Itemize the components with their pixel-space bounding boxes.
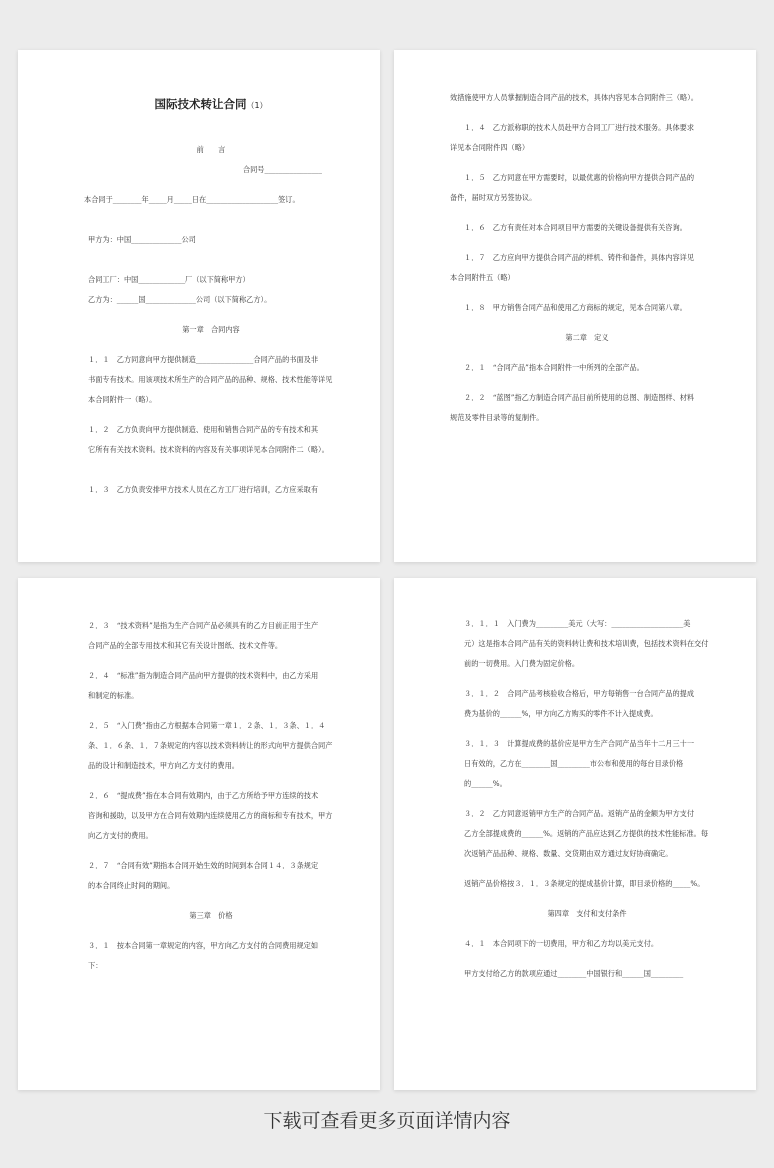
clause-text: ３．１ 按本合同第一章规定的内容，甲方向乙方支付的合同费用规定如 <box>88 941 319 950</box>
clause-text: ４．１ 本合同项下的一切费用，甲方和乙方均以美元支付。 <box>464 939 659 948</box>
clause-text: 前的一切费用。入门费为固定价格。 <box>464 659 580 668</box>
clause-text: ３．２ 乙方同意返销甲方生产的合同产品。返销产品的金额为甲方支付 <box>464 809 695 818</box>
clause-text: １．８ 甲方销售合同产品和使用乙方商标的规定，见本合同第八章。 <box>464 303 687 312</box>
clause-text: １．５ 乙方同意在甲方需要时，以最优惠的价格向甲方提供合同产品的 <box>464 173 695 182</box>
preface-heading: 前 言 <box>196 145 226 154</box>
party-a-line: 甲方为：中国______________公司 <box>88 235 196 244</box>
document-page-4 <box>394 578 756 1090</box>
clause-text: 甲方支付给乙方的款项应通过________中国银行和______国_________ <box>464 969 684 978</box>
clause-text: 下： <box>88 961 103 970</box>
factory-line: 合同工厂：中国_____________厂（以下简称甲方） <box>88 275 250 284</box>
clause-text: 向乙方支付的费用。 <box>88 831 153 840</box>
clause-text: １．３ 乙方负责安排甲方技术人员在乙方工厂进行培训，乙方应采取有 <box>88 485 319 494</box>
clause-text: 元）这是指本合同产品有关的资料转让费和技术培训费，包括技术资料在交付 <box>464 639 709 648</box>
clause-text: ２．４ “标准”指为制造合同产品向甲方提供的技术资料中，由乙方采用 <box>88 671 319 680</box>
clause-text: 它所有有关技术资料。技术资料的内容及有关事项详见本合同附件二（略）。 <box>88 445 329 454</box>
clause-text: 乙方全部提成费的______%。返销的产品应达到乙方提供的技术性能标准。每 <box>464 829 709 838</box>
contract-number: 合同号________________ <box>242 165 322 174</box>
chapter-heading: 第三章 价格 <box>189 911 233 920</box>
clause-text: 效措施使甲方人员掌握制造合同产品的技术，具体内容见本合同附件三（略）。 <box>450 93 698 102</box>
clause-text: ２．３ “技术资料”是指为生产合同产品必须具有的乙方目前正用于生产 <box>88 621 319 630</box>
clause-text: 次返销产品品种、规格、数量、交货期由双方通过友好协商确定。 <box>464 849 673 858</box>
clause-text: 合同产品的全部专用技术和其它有关设计图纸、技术文件等。 <box>88 641 283 650</box>
clause-text: 日有效的，乙方在________国_________市公布和使用的每台目录价格 <box>464 759 684 768</box>
download-more-caption: 下载可查看更多页面详情内容 <box>263 1110 511 1132</box>
clause-text: 详见本合同附件四（略） <box>450 143 530 152</box>
signing-line: 本合同于________年_____月_____日在____________________签订。 <box>84 195 300 204</box>
clause-text: ２．２ “蓝图”指乙方制造合同产品目前所使用的总图、制造图样、材料 <box>464 393 695 402</box>
document-page-3 <box>18 578 380 1090</box>
clause-text: ３．１．１ 入门费为_________美元（大写：____________________美 <box>464 619 691 628</box>
party-b-line: 乙方为：______国______________公司（以下简称乙方）。 <box>88 295 272 304</box>
clause-text: 返销产品价格按３．１．３条规定的提成基价计算，即目录价格的_____%。 <box>464 879 705 888</box>
document-title <box>88 94 334 116</box>
clause-text: 备件，届时双方另签协议。 <box>450 193 537 202</box>
clause-text: 规范及零件目录等的复制件。 <box>450 413 544 422</box>
clause-text: ２．６ “提成费”指在本合同有效期内，由于乙方所给予甲方连续的技术 <box>88 791 319 800</box>
clause-text: 本合同附件一（略）。 <box>88 395 157 404</box>
title-suffix: （1） <box>246 101 268 110</box>
clause-text: １．４ 乙方派称职的技术人员赴甲方合同工厂进行技术服务。具体要求 <box>464 123 695 132</box>
clause-text: 和制定的标准。 <box>88 691 139 700</box>
clause-text: １．２ 乙方负责向甲方提供制造、使用和销售合同产品的专有技术和其 <box>88 425 319 434</box>
clause-text: １．７ 乙方应向甲方提供合同产品的样机、铸件和备件，具体内容详见 <box>464 253 695 262</box>
clause-text: 的______%。 <box>464 779 507 788</box>
clause-text: 书面专有技术。用该项技术所生产的合同产品的品种、规格、技术性能等详见 <box>88 375 333 384</box>
clause-text: ３．１．３ 计算提成费的基价应是甲方生产合同产品当年十二月三十一 <box>464 739 695 748</box>
chapter-heading: 第二章 定义 <box>565 333 609 342</box>
document-page-2 <box>394 50 756 562</box>
clause-text: １．６ 乙方有责任对本合同项目甲方需要的关键设备提供有关咨询。 <box>464 223 687 232</box>
clause-text: ３．１．２ 合同产品考核验收合格后，甲方每销售一台合同产品的提成 <box>464 689 695 698</box>
title-main: 国际技术转让合同 <box>154 97 247 111</box>
clause-text: ２．７ “合同有效”期指本合同开始生效的时间到本合同１４．３条规定 <box>88 861 319 870</box>
clause-text: ２．５ “入门费”指由乙方根据本合同第一章１．２条、１．３条、１．４ <box>88 721 326 730</box>
clause-text: 的本合同终止时间的期间。 <box>88 881 175 890</box>
clause-text: 咨询和援助，以及甲方在合同有效期内连续使用乙方的商标和专有技术，甲方 <box>88 811 333 820</box>
clause-text: 品的设计和制造技术，甲方向乙方支付的费用。 <box>88 761 239 770</box>
chapter-heading: 第一章 合同内容 <box>182 325 240 334</box>
clause-text: 费为基价的______%，甲方向乙方购买的零件不计入提成费。 <box>464 709 658 718</box>
chapter-heading: 第四章 支付和支付条件 <box>547 909 627 918</box>
clause-text: 本合同附件五（略） <box>450 273 515 282</box>
clause-text: 条、１．６条、１．７条规定的内容以技术资料转让的形式向甲方提供合同产 <box>88 741 333 750</box>
clause-text: ２．１ “合同产品”指本合同附件一中所列的全部产品。 <box>464 363 644 372</box>
clause-text: １．１ 乙方同意向甲方提供制造________________合同产品的书面及非 <box>88 355 319 364</box>
document-page-1 <box>18 50 380 562</box>
